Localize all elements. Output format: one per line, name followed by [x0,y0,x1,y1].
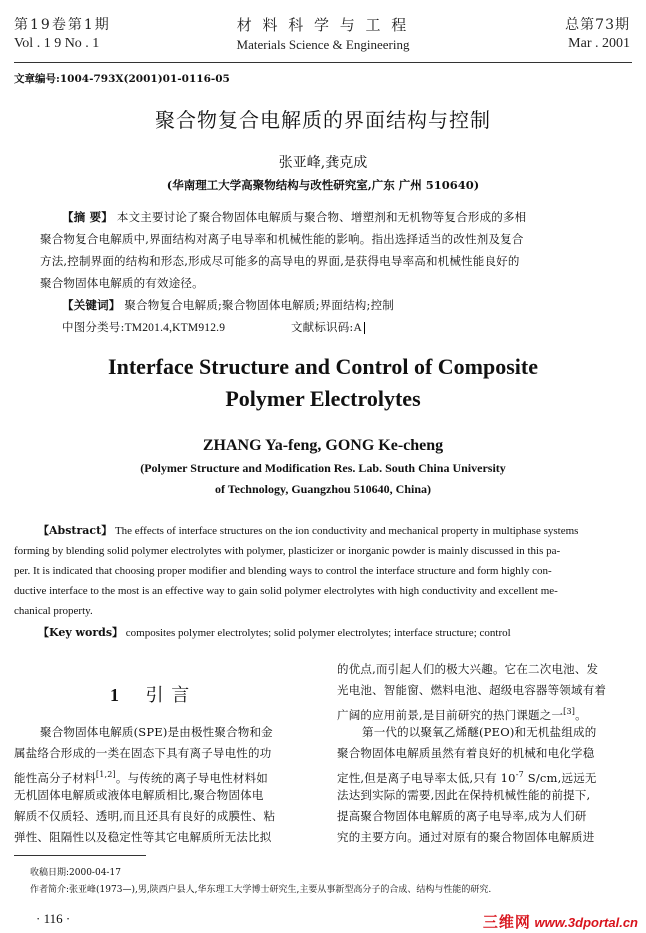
left-col-line-1: 聚合物固体电解质(SPE)是由极性聚合物和金 [40,725,273,739]
abstract-cn-line-3: 方法,控制界面的结构和形态,形成尽可能多的高导电的界面,是获得电导率高和机械性能良好的 [40,254,520,268]
left-col-line-4: 无机固体电解质或液体电解质相比,聚合物固体电 [14,788,264,802]
authors-cn: 张亚峰,龚克成 [278,155,368,171]
right-col-line-5: 聚合物固体电解质虽然有着良好的机械和电化学稳 [337,746,595,760]
header-rule [14,62,632,63]
abstract-en-label: 【Abstract】 [38,524,113,537]
clc-value: TM201.4,KTM912.9 [124,322,226,334]
keywords-cn-label: 【关键词】 [62,298,121,312]
journal-name-cn: 材 料 科 学 与 工 程 [236,16,410,34]
abstract-cn-line-4: 聚合物固体电解质的有效途径。 [40,276,204,290]
keywords-cn-text: 聚合物复合电解质;聚合物固体电解质;界面结构;控制 [124,298,394,312]
authors-en: ZHANG Ya-feng, GONG Ke-cheng [202,437,444,454]
watermark-url: www.3dportal.cn [534,915,638,930]
abstract-cn-text: 本文主要讨论了聚合物固体电解质与聚合物、增塑剂和无机物等复合形成的多相 [116,210,527,224]
classification-line [62,317,365,340]
right-col-text: 。 [575,707,587,722]
volume-issue-en: Vol . 1 9 No . 1 [14,36,100,51]
citation-1-2: [1,2] [95,770,116,779]
author-bio: 作者简介:张亚峰(1973—),男,陕西户县人,华东理工大学博士研究生,主要从事新型高分子的合成、结构与性能的研究. [30,885,492,895]
total-issue-cn: 总第73期 [565,17,630,33]
left-col-text: 能性高分子材料 [14,770,96,785]
received-date: 收稿日期:2000-04-17 [30,868,121,878]
title-en-line-1: Interface Structure and Control of Composite [108,354,538,379]
doc-code-value: A [354,322,366,334]
date-en: Mar . 2001 [568,36,630,51]
right-col-text: 广阔的应用前景,是目前研究的热门课题之一 [337,707,564,722]
abstract-en-line-5: chanical property. [14,605,93,617]
right-col-line-2: 光电池、智能窗、燃料电池、超级电容器等领域有着 [337,683,607,697]
affiliation-cn: (华南理工大学高聚物结构与改性研究室,广东 广州 510640) [166,178,480,192]
section-number: 1 [110,685,120,705]
keywords-en-label: 【Key words】 [38,626,124,639]
right-col-line-4: 第一代的以聚氧乙烯醚(PEO)和无机盐组成的 [362,725,597,739]
section-title: 引 言 [145,685,191,706]
article-id: 文章编号:1004-793X(2001)01-0116-05 [14,73,230,85]
right-col-text: 定性,但是离子电导率太低,只有 10 [337,770,516,785]
right-col-line-9: 究的主要方向。通过对原有的聚合物固体电解质进 [337,830,595,844]
left-col-text: 。与传统的离子导电性材料如 [115,770,268,785]
title-cn: 聚合物复合电解质的界面结构与控制 [155,108,491,132]
doc-code-label: 文献标识码: [290,320,354,334]
watermark [483,911,638,932]
title-en-line-2: Polymer Electrolytes [225,386,421,411]
right-col-line-7: 法达到实际的需要,因此在保持机械性能的前提下, [337,788,591,802]
abstract-en-line-4: ductive interface to the most is an effective way to gain solid polymer electrolytes with high conductivity and excellent me- [14,585,558,597]
clc-label: 中图分类号: [62,320,125,334]
section-heading [110,681,190,707]
abstract-en-line-2: forming by blending solid polymer electrolytes with polymer, plasticizer or inorganic powder is mainly discussed in this pa- [14,545,561,557]
abstract-en-line-1 [38,521,578,541]
journal-name-en: Materials Science & Engineering [236,37,410,52]
affiliation-en-line-2: of Technology, Guangzhou 510640, China) [214,482,432,496]
watermark-brand: 三维网 [482,914,531,931]
abstract-cn-label: 【摘 要】 [62,210,114,224]
abstract-en-text: The effects of interface structures on the ion conductivity and mechanical property in multiphase systems [114,525,579,537]
abstract-en-line-3: per. It is indicated that choosing proper modifier and blending ways to control the interface structure and form highly con- [14,565,552,577]
keywords-cn [62,295,394,317]
citation-3: [3] [563,707,576,716]
footnote-rule [14,855,146,856]
left-col-line-2: 属盐络合形成的一类在固态下具有离子导电性的功 [14,746,272,760]
keywords-en [38,623,511,643]
affiliation-en-line-1: (Polymer Structure and Modification Res. Lab. South China University [140,461,506,475]
page-number: · 116 · [36,911,71,926]
abstract-cn-line-2: 聚合物复合电解质中,界面结构对离子电导率和机械性能的影响。指出选择适当的改性剂及复合 [40,232,524,246]
keywords-en-text: composites polymer electrolytes; solid polymer electrolytes; interface structure; control [125,627,511,639]
left-col-line-5: 解质不仅质轻、透明,而且还具有良好的成膜性、粘 [14,809,276,823]
volume-issue-cn: 第19卷第1期 [14,17,111,33]
right-col-text: S/cm,远远无 [523,770,597,785]
right-col-line-1: 的优点,而引起人们的极大兴趣。它在二次电池、发 [337,662,599,676]
left-col-line-6: 弹性、阻隔性以及稳定性等其它电解质所无法比拟 [14,830,272,844]
right-col-line-8: 提高聚合物固体电解质的离子电导率,成为人们研 [337,809,587,823]
exponent: -7 [515,770,524,779]
abstract-cn-line-1 [62,207,526,229]
